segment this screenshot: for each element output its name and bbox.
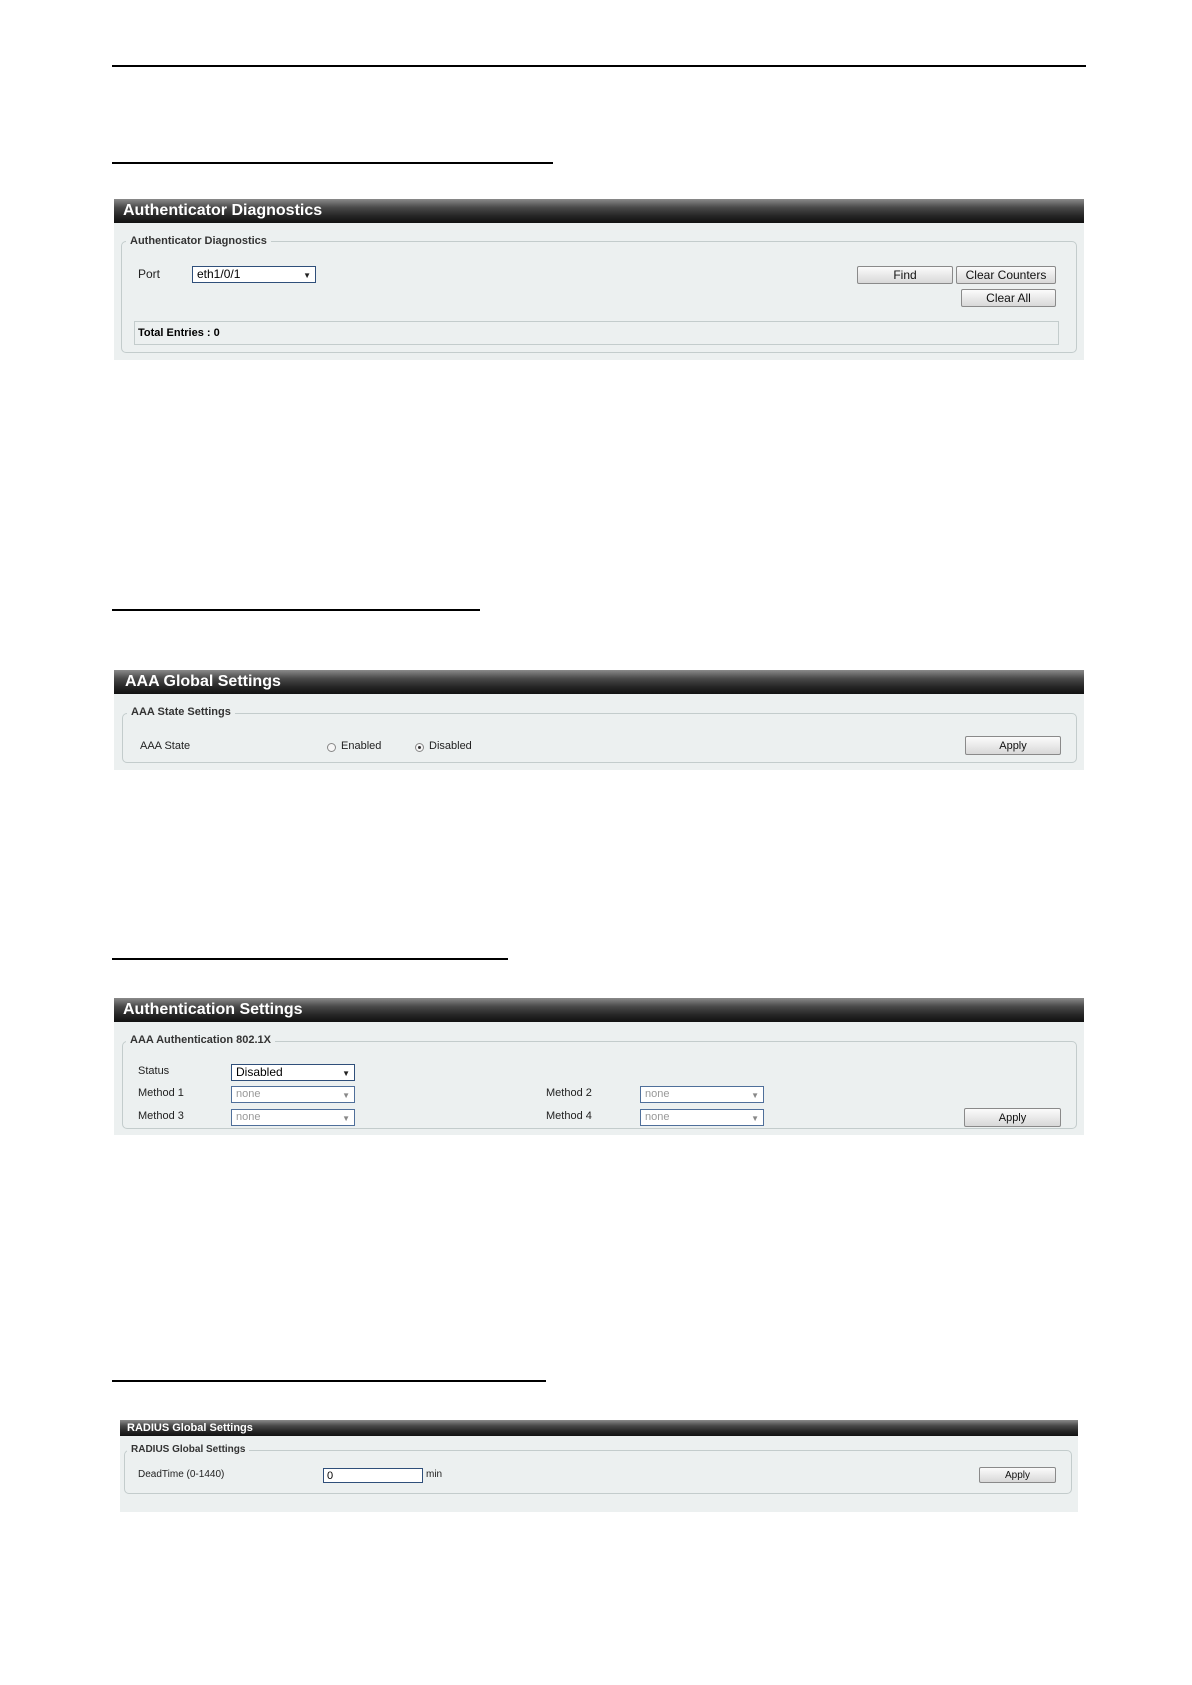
authenticator-diagnostics-panel [114,199,1084,360]
method2-select[interactable] [640,1086,764,1103]
section-rule-aaa-global [112,609,480,611]
method2-select-value: none [645,1088,670,1100]
enabled-label: Enabled [341,740,382,752]
status-select[interactable] [231,1064,355,1081]
port-select-value: eth1/0/1 [197,267,241,281]
method3-label: Method 3 [138,1110,184,1122]
aaa-state-fieldset [122,713,1077,763]
total-entries-bar [134,321,1059,345]
radius-fieldset [124,1450,1072,1494]
method1-select-value: none [236,1088,261,1100]
apply-button[interactable]: Apply [965,736,1061,755]
chevron-down-icon: ▼ [342,1091,350,1100]
apply-button[interactable]: Apply [964,1108,1061,1127]
fieldset-legend: AAA Authentication 802.1X [126,1034,275,1046]
section-rule-radius [112,1380,546,1382]
method3-select[interactable] [231,1109,355,1126]
radius-global-settings-panel [120,1420,1078,1512]
aaa-global-settings-panel [114,670,1084,770]
page-top-rule [112,65,1086,67]
clear-all-button[interactable]: Clear All [961,289,1056,307]
total-entries-text: Total Entries : 0 [138,327,220,339]
fieldset-legend: RADIUS Global Settings [127,1444,249,1455]
method4-select[interactable] [640,1109,764,1126]
method4-label: Method 4 [546,1110,592,1122]
chevron-down-icon: ▼ [342,1114,350,1123]
deadtime-unit-label: min [426,1469,443,1480]
fieldset-legend: AAA State Settings [127,706,235,718]
find-button[interactable]: Find [857,266,953,284]
disabled-label: Disabled [429,740,472,752]
clear-counters-button[interactable]: Clear Counters [956,266,1056,284]
method1-label: Method 1 [138,1087,184,1099]
method3-select-value: none [236,1111,261,1123]
status-select-value: Disabled [236,1065,283,1079]
port-label: Port [138,267,161,281]
status-label: Status [138,1065,170,1077]
authentication-settings-panel [114,998,1084,1135]
chevron-down-icon: ▼ [342,1069,350,1078]
chevron-down-icon: ▼ [303,271,311,280]
chevron-down-icon: ▼ [751,1091,759,1100]
port-select[interactable] [192,266,316,283]
panel-header: Authenticator Diagnostics [114,199,1084,223]
method1-select[interactable] [231,1086,355,1103]
method2-label: Method 2 [546,1087,592,1099]
chevron-down-icon: ▼ [751,1114,759,1123]
panel-header: RADIUS Global Settings [120,1420,1078,1436]
panel-header: AAA Global Settings [114,670,1084,694]
apply-button[interactable]: Apply [979,1467,1056,1483]
deadtime-label: DeadTime (0-1440) [138,1469,225,1480]
aaa-state-disabled-radio[interactable] [415,743,424,752]
section-rule-diagnostics [112,162,553,164]
aaa-state-label: AAA State [140,740,191,752]
aaa-state-enabled-radio[interactable] [327,743,336,752]
section-rule-authentication [112,958,508,960]
deadtime-input[interactable] [323,1468,423,1483]
fieldset-legend: Authenticator Diagnostics [126,235,271,247]
method4-select-value: none [645,1111,670,1123]
panel-header: Authentication Settings [114,998,1084,1022]
